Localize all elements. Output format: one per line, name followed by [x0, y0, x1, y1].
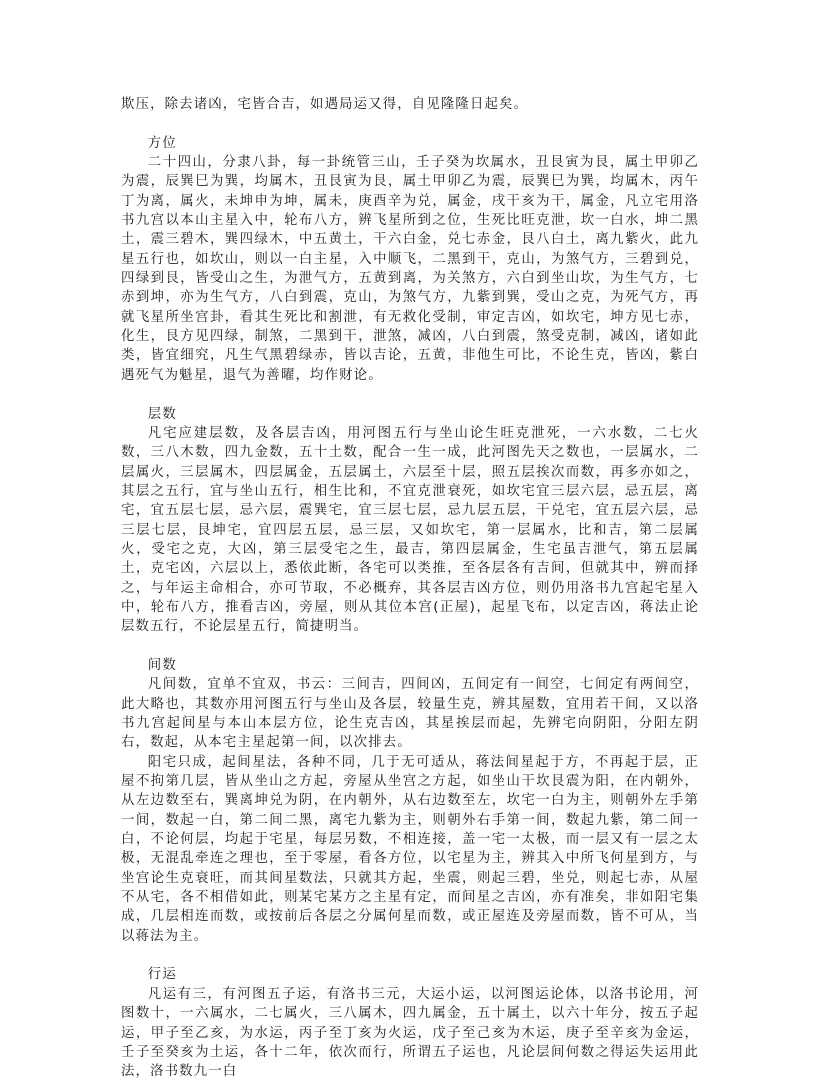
- intro-paragraph: 欺压，除去诸凶，宅皆合吉，如遇局运又得，自见隆隆日起矣。: [121, 97, 529, 112]
- section-floors: [121, 405, 699, 637]
- section-direction: [121, 134, 699, 385]
- spacer: [121, 637, 699, 656]
- section-heading: 行运: [147, 967, 177, 983]
- section-paragraph: 凡宅应建层数，及各层吉凶，用河图五行与坐山论生旺克泄死，一六水数，二七火数，三八木数，四九金数，五十土数，配合一生一成，此河图先天之数也，一层属水，二层属火，三层属木，四层属金，五层属土，六层至十层，照五层挨次而数，再多亦如之，其层之五行，宜与坐山五行，相生比和，不宜克泄衰死，如坎宅宜三层六层，忌五层，离宅，宜五层七层，忌六层，震巽宅，宜三层七层，忌九层五层，干兑宅，宜五层六层，忌三层七层，艮坤宅，宜四层五层，忌三层，又如坎宅，第一层属水，比和吉，第二层属火，受宅之克，大凶，第三层受宅之生，最吉，第四层属金，生宅虽吉泄气，第五层属土，克宅凶，六层以上，悉依此断，各宅可以类推，至各层各有吉间，但就其中，辨而择之，与年运主命相合，亦可节取，不必概弃，其各层吉凶方位，则仍用洛书九宫起宅星入中，轮布八方，推看吉凶，旁屋，则从其位本宫(正屋)，起星飞布，以定吉凶，蒋法止论层数五行，不论层星五行，简捷明当。: [121, 425, 699, 635]
- section-paragraph: 阳宅只成，起间星法，各种不同，几于无可适从，蒋法间星起于方，不再起于层，正屋不拘第几层，皆从坐山之方起，旁屋从坐宫之方起，如坐山干坎艮震为阳，在内朝外，从左边数至右，巽离坤兑为阴，在内朝外，从右边数至左，坎宅一白为主，则朝外左手第一间，数起一白，第二间二黑，离宅九紫为主，则朝外右手第一间，数起九紫，第二间一白，不论何层，均起于宅星，每层另数，不相连接，盖一宅一太极，而一层又有一层之太极，无混乱牵连之理也，至于零屋，看各方位，以宅星为主，辨其入中所飞何星到方，与坐宫论生克衰旺，而其间星数法，只就其方起，坐震，则起三碧，坐兑，则起七赤，从屋不从宅，各不相借如此，则某宅某方之主星有定，而间星之吉凶，亦有准矣，非如阳宅集成，几层相连而数，或按前后各层之分属何星而数，或正屋连及旁屋而数，皆不可从，当以蒋法为主。: [121, 754, 699, 944]
- section-paragraph: 凡间数，宜单不宜双，书云：三间吉，四间凶，五间定有一间空，七间定有两间空，此大略也，其数亦用河图五行与坐山及各层，较量生克，辨其屋数，宜用若干间，又以洛书九宫起间星与本山本层方位，论生克吉凶，其星挨层而起，先辨宅向阴阳，分阳左阴右，数起，从本宅主星起第一间，以次排去。: [121, 677, 699, 751]
- section-fortune-cycle: [121, 965, 699, 1081]
- section-paragraph: 二十四山，分隶八卦，每一卦统管三山，壬子癸为坎属水，丑艮寅为艮，属土甲卯乙为震，辰巽巳为巽，均属木，丑艮寅为艮，属土甲卯乙为震，辰巽巳为巽，均属木，丙午丁为离，属火，未坤申为坤，属未，庚酉辛为兑，属金，戌干亥为干，属金，凡立宅用洛书九宫以本山主星入中，轮布八方，辨飞星所到之位，生死比旺克泄，坎一白水，坤二黑土，震三碧木，巽四绿木，中五黄土，干六白金，兑七赤金，艮八白土，离九紫火，此九星五行也，如坎山，则以一白主星，入中顺飞，二黑到干，克山，为煞气方，三碧到兑，四绿到艮，皆受山之生，为泄气方，五黄到离，为关煞方，六白到坐山坎，为生气方，七赤到坤，亦为生气方，八白到震，克山，为煞气方，九紫到巽，受山之克，为死气方，再就飞星所坐宫卦，看其生死比和割泄，有无救化受制，审定吉凶，如坎宅，坤方见七赤，化生，艮方见四绿，制煞，二黑到干，泄煞，减凶，八白到震，煞受克制，减凶，诸如此类，皆宜细究，凡生气黑碧绿赤，皆以吉论，五黄，非他生可比，不论生克，皆凶，紫白遇死气为魁星，退气为善曜，均作财论。: [121, 155, 699, 383]
- spacer: [121, 385, 699, 404]
- section-heading: 层数: [147, 406, 177, 422]
- section-heading: 间数: [147, 657, 177, 673]
- section-paragraph: 凡运有三，有河图五子运，有洛书三元，大运小运，以河图运论体，以洛书论用，河图数十，一六属水，二七属火，三八属木，四九属金，五十属土，以六十年分，按五子起运，甲子至乙亥，为水运，丙子至丁亥为火运，戊子至己亥为木运，庚子至辛亥为金运，壬子至癸亥为土运，各十二年，依次而行，所谓五子运也，凡论层间何数之得运失运用此法，洛书数九一白: [121, 986, 699, 1080]
- spacer: [121, 114, 699, 133]
- spacer: [121, 946, 699, 965]
- document-page: [121, 95, 699, 1082]
- section-rooms: [121, 656, 699, 946]
- section-heading: 方位: [147, 135, 177, 151]
